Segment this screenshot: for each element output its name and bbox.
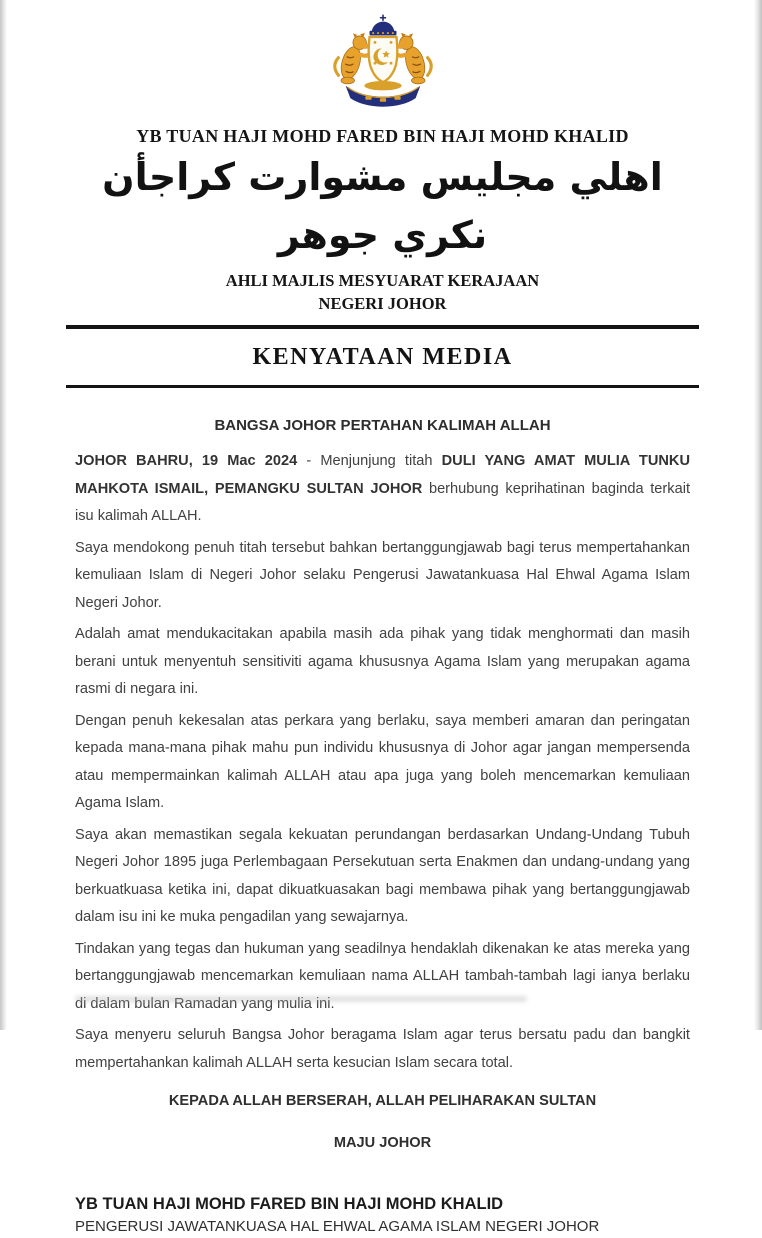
organisation-line-1: AHLI MAJLIS MESYUARAT KERAJAAN — [225, 271, 540, 290]
signature-block — [75, 1193, 690, 1238]
lead-tail: berhubung keprihatinan baginda terkait isu kalimah ALLAH. — [75, 480, 690, 524]
closing-maju-johor: MAJU JOHOR — [333, 1135, 432, 1151]
organisation-line-2: NEGERI JOHOR — [318, 294, 447, 313]
signature-title: PENGERUSI JAWATANKUASA HAL EHWAL AGAMA ISLAM NEGERI JOHOR — [75, 1218, 600, 1235]
royal-title: DULI YANG AMAT MULIA TUNKU MAHKOTA ISMAIL, PEMANGKU SULTAN JOHOR — [75, 453, 690, 497]
dateline: JOHOR BAHRU, 19 Mac 2024 — [75, 453, 298, 469]
official-name-heading: YB TUAN HAJI MOHD FARED BIN HAJI MOHD KHALID — [136, 126, 629, 146]
johor-crest-icon — [327, 14, 439, 118]
media-statement-banner: KENYATAAN MEDIA — [252, 343, 513, 370]
closing-motto-line: KEPADA ALLAH BERSERAH, ALLAH PELIHARAKAN SULTAN — [168, 1093, 597, 1109]
body-paragraph-2: Adalah amat mendukacitakan apabila masih ada pihak yang tidak menghormati dan masih berani untuk menyentuh sensitiviti agama khususnya Agama Islam yang merupakan agama rasmi di negara ini. — [75, 626, 690, 697]
signature-name: YB TUAN HAJI MOHD FARED BIN HAJI MOHD KHALID — [75, 1195, 504, 1213]
lead-connector: - Menjunjung titah — [297, 453, 442, 469]
horizontal-rule-bottom — [66, 385, 699, 389]
body-paragraph-5: Tindakan yang tegas dan hukuman yang seadilnya hendaklah dikenakan ke atas mereka yang bertanggungjawab mencemarkan kemuliaan nama ALLAH tambah-tambah lagi ianya berlaku di dalam bulan Ramadan yang mulia ini. — [75, 940, 690, 1012]
body-paragraph-4: Saya akan memastikan segala kekuatan perundangan berdasarkan Undang-Undang Tubuh Negeri Johor 1895 juga Perlembagaan Persekutuan serta Enakmen dan undang-undang yang berkuatkuasa ketika ini, dapat dikuatkuasakan bagi membawa pihak yang bertanggungjawab dalam isu ini ke muka pengadilan yang sewajarnya. — [75, 826, 690, 925]
photo-blur-artifact — [75, 996, 527, 1002]
statement-headline: BANGSA JOHOR PERTAHAN KALIMAH ALLAH — [214, 417, 551, 434]
lead-paragraph — [75, 448, 690, 531]
jawi-calligraphy: اهلي مجليس مشوارت كراجأن نكري جوهر — [102, 155, 663, 257]
body-paragraph-6: Saya menyeru seluruh Bangsa Johor beragama Islam agar terus bersatu padu dan bangkit mempertahankan kalimah ALLAH serta kesucian Islam secara total. — [75, 1027, 690, 1071]
organisation-heading — [75, 269, 690, 315]
body-paragraph-1: Saya mendokong penuh titah tersebut bahkan bertanggungjawab bagi terus mempertahankan kemuliaan Islam di Negeri Johor selaku Pengerusi Jawatankuasa Hal Ehwal Agama Islam Negeri Johor. — [75, 539, 690, 611]
body-paragraph-3: Dengan penuh kekesalan atas perkara yang berlaku, saya memberi amaran dan peringatan kepada mana-mana pihak mahu pun individu khususnya di Johor agar jangan mempersenda atau mempermainkan kalimah ALLAH atau apa juga yang boleh mencemarkan kemuliaan Agama Islam. — [75, 712, 690, 811]
